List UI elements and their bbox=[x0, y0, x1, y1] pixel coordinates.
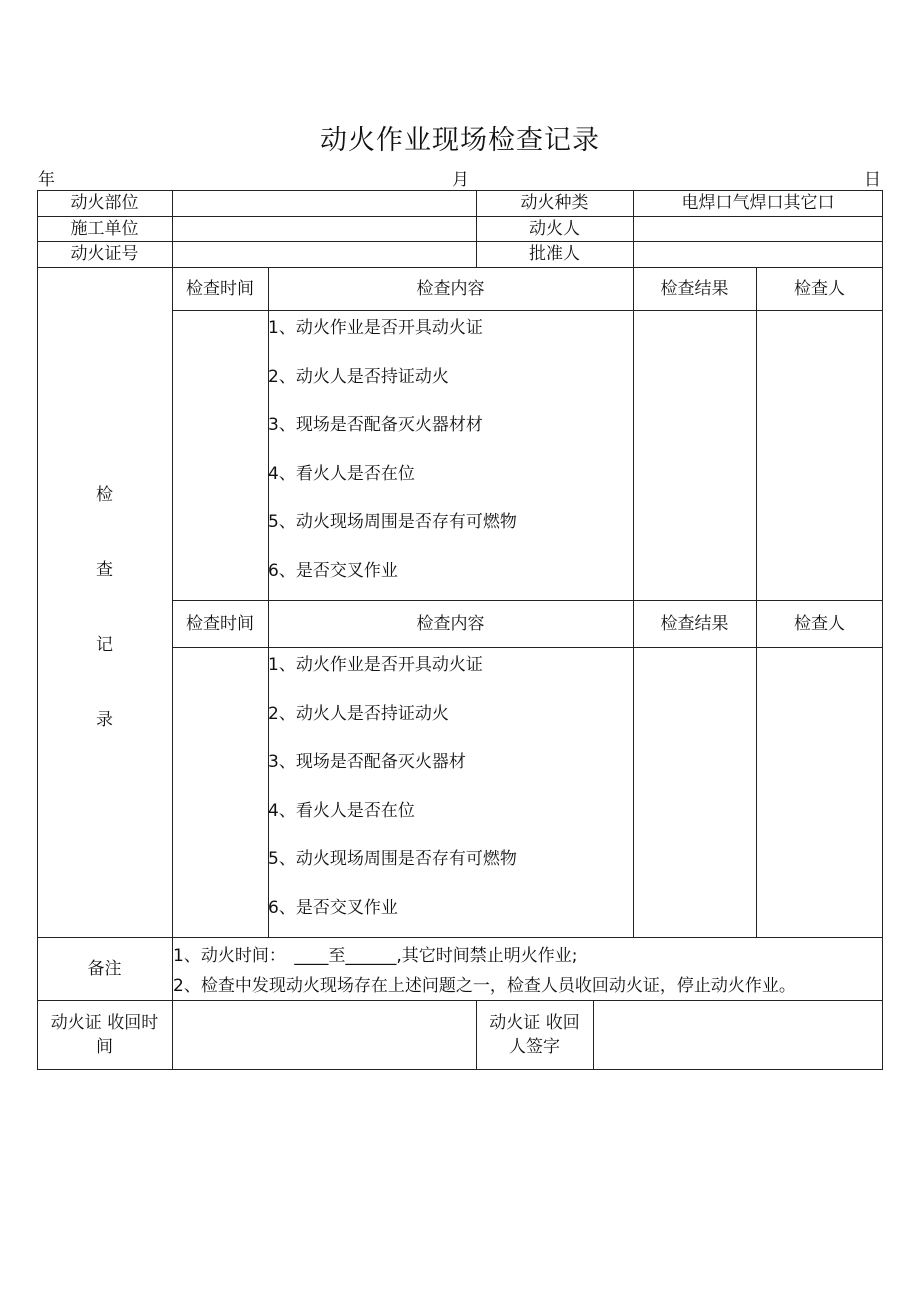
header-check-time: 检查时间 bbox=[186, 278, 254, 299]
location-label: 动火部位 bbox=[70, 193, 139, 213]
check-item: 5、动火现场周围是否存有可燃物 bbox=[268, 512, 517, 532]
rule-v bbox=[476, 1000, 477, 1069]
date-day-label: 日 bbox=[864, 170, 881, 190]
header-check-result: 检查结果 bbox=[660, 278, 729, 299]
remarks-line-2: 2、检查中发现动火现场存在上述问题之一，检查人员收回动火证，停止动火作业。 bbox=[173, 976, 796, 996]
check-item: 6、是否交叉作业 bbox=[268, 561, 398, 581]
remarks-line-1: 1、动火时间： ____至______,其它时间禁止明火作业; bbox=[173, 946, 578, 966]
date-month-label: 月 bbox=[452, 170, 469, 190]
inspection-form bbox=[37, 190, 883, 1070]
remarks-label: 备注 bbox=[87, 958, 122, 979]
check-item: 3、现场是否配备灭火器材 bbox=[268, 752, 466, 772]
permit-return-signer-label: 动火证 收回人签字 bbox=[489, 1012, 580, 1057]
check-item: 5、动火现场周围是否存有可燃物 bbox=[268, 849, 517, 869]
date-year-label: 年 bbox=[38, 170, 55, 190]
rule-h bbox=[172, 310, 883, 311]
check-item: 3、现场是否配备灭火器材材 bbox=[268, 415, 483, 435]
side-label-char: 记 bbox=[96, 635, 113, 655]
header-check-time: 检查时间 bbox=[186, 613, 254, 634]
header-check-result: 检查结果 bbox=[660, 613, 729, 634]
fire-type-options: 电焊口气焊口其它口 bbox=[681, 193, 835, 213]
construction-unit-label: 施工单位 bbox=[70, 218, 139, 239]
check-item: 2、动火人是否持证动火 bbox=[268, 704, 449, 724]
header-check-content: 检查内容 bbox=[416, 278, 485, 299]
check-item: 2、动火人是否持证动火 bbox=[268, 367, 449, 387]
check-item: 6、是否交叉作业 bbox=[268, 898, 398, 918]
check-item: 1、动火作业是否开具动火证 bbox=[268, 318, 483, 338]
permit-number-label: 动火证号 bbox=[70, 244, 139, 264]
fire-type-label: 动火种类 bbox=[520, 193, 589, 213]
side-label-char: 录 bbox=[96, 710, 113, 730]
approver-label: 批准人 bbox=[529, 244, 580, 264]
check-item: 1、动火作业是否开具动火证 bbox=[268, 655, 483, 675]
fire-worker-label: 动火人 bbox=[529, 218, 580, 239]
permit-return-time-label: 动火证 收回时间 bbox=[50, 1012, 159, 1057]
rule-h bbox=[37, 1069, 883, 1070]
page-title: 动火作业现场检查记录 bbox=[320, 125, 600, 156]
side-label-char: 查 bbox=[96, 560, 113, 580]
rule-v bbox=[593, 1000, 594, 1069]
check-item: 4、看火人是否在位 bbox=[268, 801, 415, 821]
rule-h bbox=[172, 647, 883, 648]
side-label-char: 检 bbox=[96, 485, 113, 505]
header-inspector: 检查人 bbox=[794, 613, 845, 634]
check-item: 4、看火人是否在位 bbox=[268, 464, 415, 484]
header-check-content: 检查内容 bbox=[416, 613, 485, 634]
header-inspector: 检查人 bbox=[794, 278, 845, 299]
